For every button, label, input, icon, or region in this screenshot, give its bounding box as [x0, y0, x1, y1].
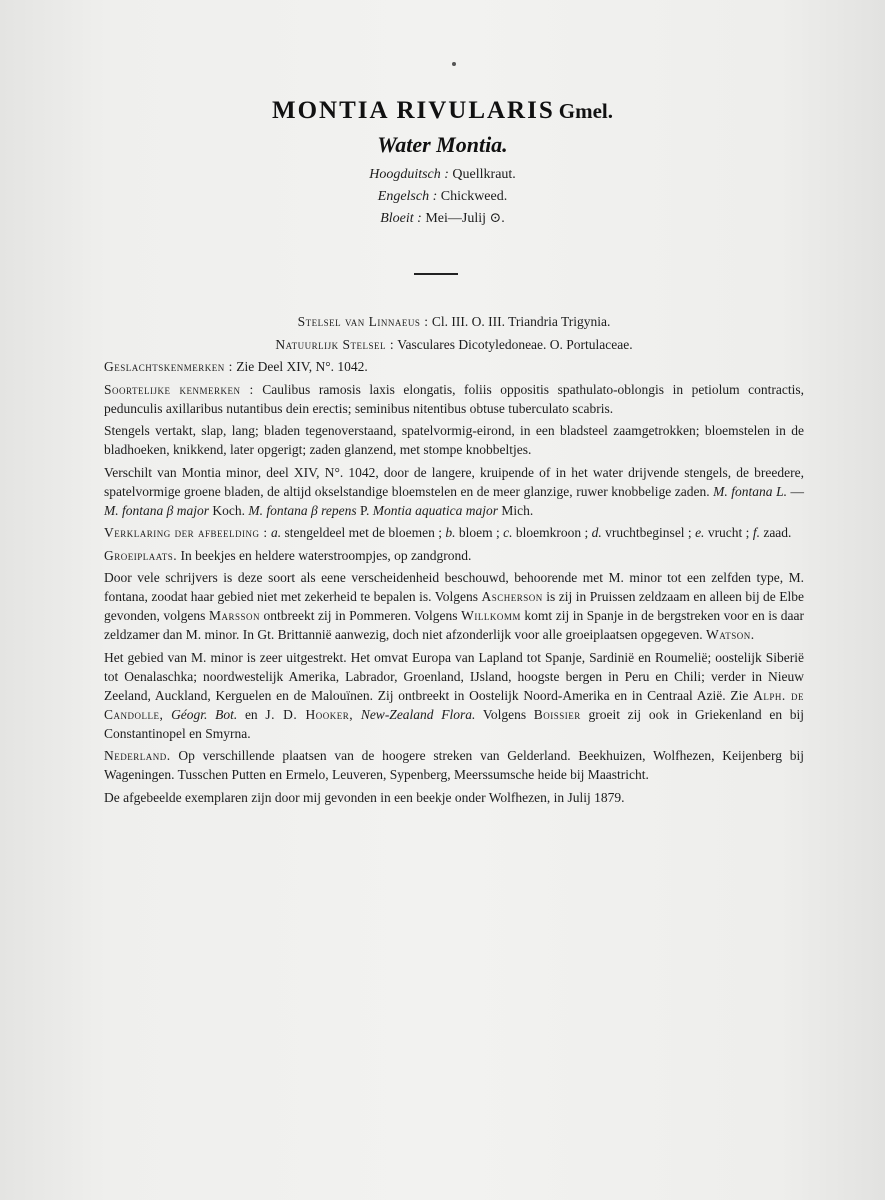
author-boissier: Boissier — [533, 706, 581, 722]
door-vele-text-3: ontbreekt zij in Pommeren. Volgens — [263, 608, 458, 623]
natuurlijk-stelsel-text: Vasculares Dicotyledoneae. O. Portulaceae. — [397, 336, 633, 352]
synonym-3: M. fontana β repens — [248, 502, 357, 518]
synonym-3-author: P. — [359, 502, 370, 518]
fig-a-key: a. — [271, 525, 282, 540]
english-label: Engelsch : — [377, 189, 438, 204]
afgebeelde-paragraph: De afgebeelde exemplaren zijn door mij gevonden in een beekje onder Wolfhezen, in Julij 1879. — [104, 789, 625, 805]
gebied-paragraph — [104, 648, 804, 743]
stelsel-linnaeus-text: Cl. III. O. III. Triandria Trigynia. — [431, 314, 611, 329]
german-value: Quellkraut. — [452, 167, 516, 182]
author-watson: Watson. — [706, 627, 755, 642]
author-willkomm: Willkomm — [461, 608, 521, 623]
groeiplaats-text: In beekjes en heldere waterstroompjes, op zandgrond. — [180, 547, 472, 563]
author-ascherson: Ascherson — [481, 589, 543, 604]
door-vele-paragraph — [104, 568, 804, 644]
fig-e-text: vrucht ; — [707, 525, 750, 540]
door-vele-text-4: komt zij in Spanje in de bergstreken voor en is daar zeldzamer dan M. minor. In Gt. Brittannië aanwezig, doch niet afzonderlijk voor alle groeiplaatsen opgegeven. — [104, 608, 805, 642]
verschilt-paragraph — [104, 463, 804, 520]
header — [0, 94, 885, 230]
fig-c-key: c. — [503, 525, 513, 540]
synonym-2-author: Koch. — [212, 502, 245, 518]
author-hooker: J. D. Hooker, — [265, 706, 354, 722]
fig-b-text: bloem ; — [458, 525, 500, 540]
fig-d-key: d. — [591, 525, 602, 540]
stelsel-linnaeus — [104, 312, 804, 331]
flowering-line — [0, 208, 885, 230]
synonym-1: M. fontana L. — [713, 483, 787, 499]
gebied-text-2: en — [244, 706, 258, 722]
geslachtskenmerken-label: Geslachtskenmerken : — [104, 359, 233, 374]
nederland-label: Nederland. — [104, 748, 171, 763]
paper-speck — [452, 62, 456, 66]
flowering-value: Mei—Julij ⊙. — [425, 211, 505, 226]
groeiplaats-label: Groeiplaats. — [104, 547, 178, 563]
fig-c-text: bloemkroon ; — [515, 525, 589, 540]
gebied-text-3: Volgens — [482, 706, 527, 722]
stelsel-linnaeus-label: Stelsel van Linnaeus : — [297, 314, 429, 329]
synonym-4: Montia aquatica major — [372, 502, 498, 518]
nederland-paragraph — [104, 746, 804, 784]
gebied-text-1: Het gebied van M. minor is zeer uitgestrekt. Het omvat Europa van Lapland tot Spanje, Sardinië en Roumelië; oostelijk Siberië tot Oenalaschka; noordwestelijk Amerika, Labrador, Groenland, IJsland, hoogste bergen in Peru en Chili; verder in Nieuw Zeeland, Auckland, Kerguelen en de Malouïnen. Zij ontbreekt in Oostelijk Noord-Amerika en in Centraal Azië. Zie — [104, 649, 804, 703]
fig-d-text: vruchtbeginsel ; — [605, 525, 692, 540]
german-label: Hoogduitsch : — [369, 167, 449, 182]
door-vele-text-2: is zij in Pruissen zeldzaam en alleen bij de Elbe gevonden, volgens — [104, 589, 805, 623]
fig-f-text: zaad. — [763, 525, 792, 540]
gebied-text-4: groeit zij ook in Griekenland en bij Constantinopel en Smyrna. — [104, 706, 805, 741]
fig-e-key: e. — [695, 525, 705, 540]
species-name: MONTIA RIVULARIS — [272, 97, 555, 124]
fig-f-key: f. — [752, 525, 760, 540]
work-nz-flora: New-Zealand Flora. — [360, 706, 476, 722]
door-vele-text-1: Door vele schrijvers is deze soort als eene verscheidenheid beschouwd, behoorende met M. minor tot een zelfden type, M. fontana, zoodat haar gebied niet met zekerheid te bepalen is. Volgens — [104, 570, 804, 604]
verklaring-paragraph — [104, 523, 804, 542]
soortelijke-label: Soortelijke kenmerken : — [104, 381, 254, 397]
verschilt-text: Verschilt van Montia minor, deel XIV, N°. 1042, door de langere, kruipende of in het water drijvende stengels, de breedere, spatelvormige groene bladen, de altijd okselstandige bloemstelen en de meer glanzige, ruwer knobbelige zaden. — [104, 464, 804, 499]
german-name-line — [0, 164, 885, 186]
english-value: Chickweed. — [440, 189, 508, 204]
synonym-4-author: Mich. — [501, 502, 534, 518]
groeiplaats-paragraph — [104, 546, 804, 565]
description-body — [104, 312, 804, 810]
work-geogr-bot: Géogr. Bot. — [171, 706, 238, 722]
geslachtskenmerken-text: Zie Deel XIV, N°. 1042. — [236, 359, 368, 374]
species-title — [0, 94, 885, 128]
soortelijke-text: Caulibus ramosis laxis elongatis, foliis oppositis spathulato-oblongis in petiolum contractis, pedunculis axillaribus nutantibus dein erectis; seminibus nitentibus obtuse tuberculato scabris. — [104, 381, 804, 416]
synonym-2: M. fontana β major — [104, 502, 209, 518]
stengels-paragraph: Stengels vertakt, slap, lang; bladen tegenoverstaand, spatelvormig-eirond, in een bladsteel zaamgetrokken; bloemstelen in de bladhoeken, knikkend, later opgerigt; zaden glanzend, met stompe knobbeltjes. — [104, 423, 804, 457]
author-candolle: Alph. de Candolle, — [104, 687, 805, 722]
natuurlijk-stelsel-label: Natuurlijk Stelsel : — [275, 336, 395, 352]
fig-b-key: b. — [445, 525, 456, 540]
natuurlijk-stelsel — [104, 335, 804, 354]
common-name: Water Montia. — [377, 132, 508, 157]
species-author: Gmel. — [558, 99, 613, 123]
english-name-line — [0, 186, 885, 208]
fig-a-text: stengeldeel met de bloemen ; — [284, 525, 442, 540]
nederland-text: Op verschillende plaatsen van de hoogere streken van Gelderland. Beekhuizen, Wolfhezen, Keijenberg bij Wageningen. Tusschen Putten en Ermelo, Leuveren, Sypenberg, Meerssumsche heide bij Maastricht. — [104, 748, 805, 782]
author-marsson: Marsson — [208, 608, 260, 623]
flowering-label: Bloeit : — [380, 211, 422, 226]
verklaring-label: Verklaring der afbeelding : — [104, 525, 268, 540]
section-divider — [414, 273, 458, 275]
geslachtskenmerken — [104, 357, 804, 376]
soortelijke-kenmerken — [104, 380, 804, 418]
synonym-dash: — — [790, 483, 805, 499]
